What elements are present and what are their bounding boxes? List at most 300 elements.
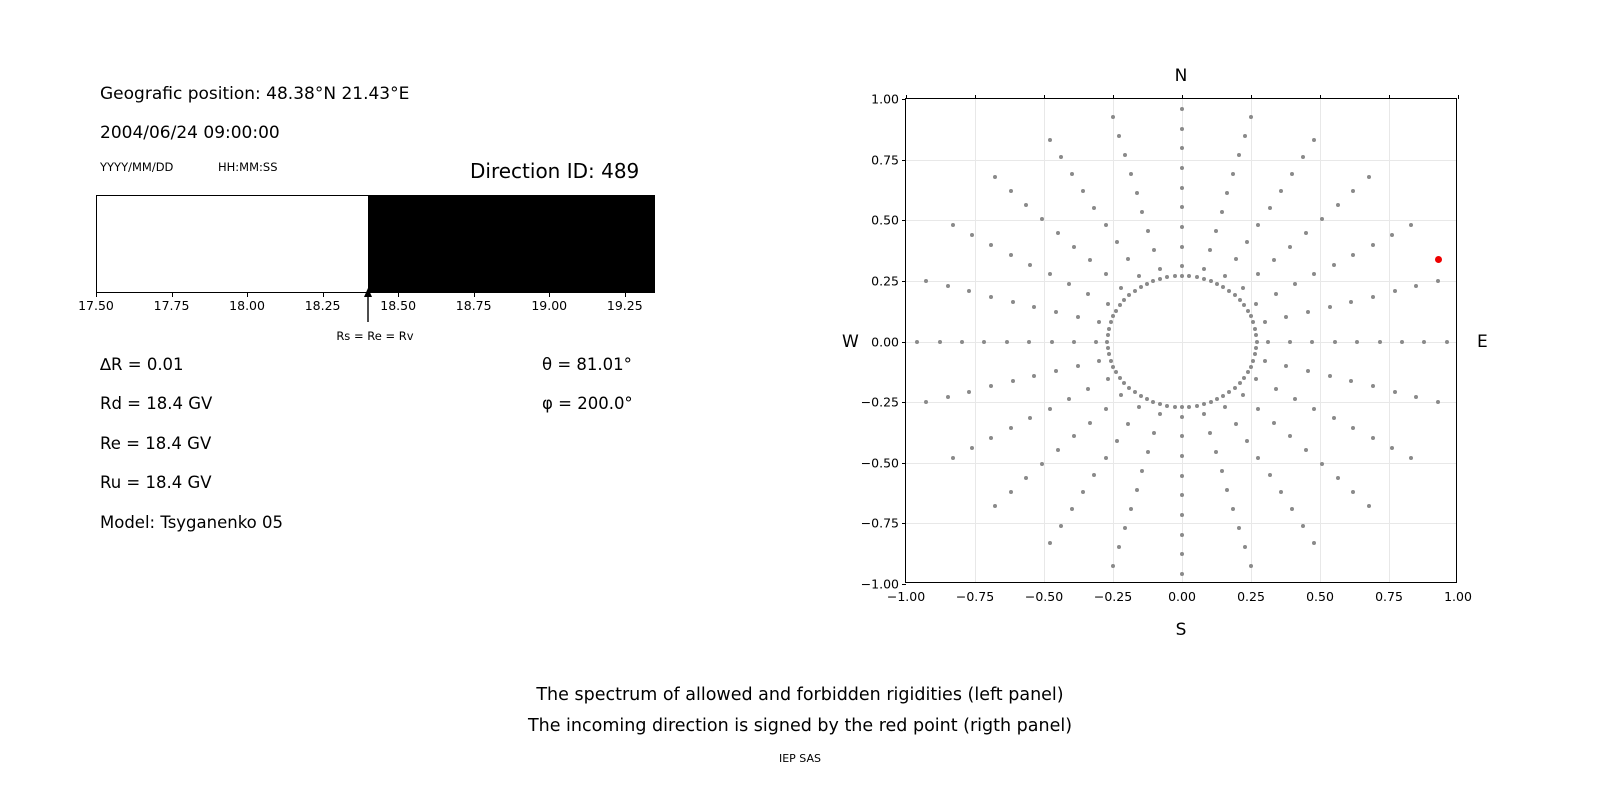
direction-dot — [1242, 376, 1246, 380]
direction-dot — [1133, 289, 1137, 293]
direction-dot — [1225, 191, 1229, 195]
direction-dot — [1097, 320, 1101, 324]
x-axis-tick-mark — [975, 95, 976, 99]
direction-dot — [1256, 223, 1260, 227]
x-axis-tick-mark — [906, 95, 907, 99]
x-axis-tick-label: −0.50 — [1024, 589, 1064, 604]
time-format-hint: HH:MM:SS — [218, 160, 278, 174]
direction-dot — [1180, 533, 1184, 537]
direction-dot — [915, 340, 919, 344]
direction-dot — [1274, 292, 1278, 296]
incoming-direction-dot — [1435, 256, 1442, 263]
gridline-vertical — [1320, 99, 1321, 582]
date-format-hint: YYYY/MM/DD — [100, 160, 174, 174]
direction-dot — [1249, 365, 1253, 369]
direction-dot — [1225, 488, 1229, 492]
direction-dot — [1072, 245, 1076, 249]
direction-dot — [1140, 210, 1144, 214]
x-axis-tick-label: −1.00 — [886, 589, 926, 604]
direction-dot — [1152, 248, 1156, 252]
direction-dot — [1367, 175, 1371, 179]
direction-dot — [1221, 285, 1225, 289]
direction-dot — [1032, 305, 1036, 309]
direction-dot — [1245, 240, 1249, 244]
y-axis-tick-label: 1.00 — [871, 91, 899, 107]
caption-line-2: The incoming direction is signed by the red point (rigth panel) — [527, 716, 1073, 736]
direction-dot — [1114, 370, 1118, 374]
direction-dot — [989, 436, 993, 440]
direction-dot — [1208, 248, 1212, 252]
direction-dot — [1187, 274, 1191, 278]
direction-dot — [1109, 359, 1113, 363]
direction-dot — [1263, 359, 1267, 363]
direction-dot — [1274, 387, 1278, 391]
direction-dot — [1054, 369, 1058, 373]
direction-dot — [1293, 397, 1297, 401]
direction-dot — [1059, 524, 1063, 528]
direction-dot — [970, 233, 974, 237]
spectrum-tick-label: 19.00 — [531, 298, 568, 313]
direction-dot — [1367, 504, 1371, 508]
spectrum-tick-mark — [474, 293, 475, 297]
direction-dot — [970, 446, 974, 450]
gridline-horizontal — [906, 160, 1456, 161]
direction-dot — [1076, 315, 1080, 319]
direction-dot — [1137, 405, 1141, 409]
direction-dot — [1333, 340, 1337, 344]
direction-dot — [1094, 340, 1098, 344]
y-axis-tick-label: 0.25 — [871, 273, 899, 289]
direction-dot — [1214, 450, 1218, 454]
direction-dot — [1279, 189, 1283, 193]
param-delta-r: ∆R = 0.01 — [100, 355, 184, 374]
direction-dot — [1202, 267, 1206, 271]
direction-dot — [1349, 379, 1353, 383]
param-ru: Ru = 18.4 GV — [100, 473, 212, 492]
direction-dot — [1336, 476, 1340, 480]
direction-dot — [1400, 340, 1404, 344]
direction-dot — [1165, 404, 1169, 408]
direction-dot — [1146, 450, 1150, 454]
direction-dot — [1092, 206, 1096, 210]
direction-dot — [1234, 422, 1238, 426]
direction-dot — [1070, 172, 1074, 176]
direction-dot — [1227, 390, 1231, 394]
x-axis-tick-label: −0.25 — [1093, 589, 1133, 604]
direction-dot — [1140, 469, 1144, 473]
direction-dot — [1072, 340, 1076, 344]
direction-dot — [1081, 189, 1085, 193]
direction-dot — [1180, 274, 1184, 278]
y-axis-tick-label: −0.50 — [860, 455, 899, 471]
figure-caption — [0, 680, 1600, 742]
direction-dot — [1253, 327, 1257, 331]
direction-dot — [1009, 253, 1013, 257]
direction-dot — [1115, 439, 1119, 443]
direction-dot — [1256, 407, 1260, 411]
direction-dot — [1202, 402, 1206, 406]
gridline-horizontal — [906, 220, 1456, 221]
direction-dot — [1293, 282, 1297, 286]
spectrum-tick-label: 18.25 — [304, 298, 341, 313]
direction-dot — [946, 395, 950, 399]
direction-dot — [993, 504, 997, 508]
direction-dot — [1135, 191, 1139, 195]
direction-dot — [1436, 400, 1440, 404]
direction-dot — [1123, 153, 1127, 157]
direction-dot — [1118, 303, 1122, 307]
direction-dot — [1104, 272, 1108, 276]
direction-dot — [1111, 115, 1115, 119]
direction-dot — [1290, 507, 1294, 511]
direction-dot — [1114, 309, 1118, 313]
direction-dot — [1208, 431, 1212, 435]
direction-dot — [1246, 370, 1250, 374]
direction-dot — [1107, 327, 1111, 331]
direction-dot — [1241, 286, 1245, 290]
direction-dot — [1445, 340, 1449, 344]
spectrum-tick-mark — [625, 293, 626, 297]
direction-dot — [1255, 340, 1259, 344]
x-axis-tick-label: 0.25 — [1237, 589, 1265, 604]
direction-dot — [1301, 155, 1305, 159]
spectrum-tick-mark — [549, 293, 550, 297]
direction-dot — [1180, 454, 1184, 458]
direction-dot — [1266, 340, 1270, 344]
direction-dot — [1173, 274, 1177, 278]
direction-dot — [1048, 138, 1052, 142]
direction-dot — [1111, 314, 1115, 318]
spectrum-tick-label: 18.75 — [455, 298, 492, 313]
direction-dot — [1310, 340, 1314, 344]
direction-dot — [1088, 258, 1092, 262]
direction-dot — [1145, 397, 1149, 401]
direction-dot — [1301, 524, 1305, 528]
direction-dot — [1231, 507, 1235, 511]
direction-dot — [1180, 166, 1184, 170]
direction-dot — [1180, 107, 1184, 111]
direction-dot — [1137, 274, 1141, 278]
direction-dot — [1104, 407, 1108, 411]
direction-dot — [1220, 210, 1224, 214]
direction-dot — [1106, 346, 1110, 350]
direction-dot — [1117, 545, 1121, 549]
direction-dot — [1231, 172, 1235, 176]
direction-dot — [1158, 412, 1162, 416]
direction-dot — [1288, 434, 1292, 438]
direction-dot — [1097, 359, 1101, 363]
direction-dot — [1215, 282, 1219, 286]
direction-dot — [1251, 359, 1255, 363]
direction-dot — [1371, 436, 1375, 440]
direction-dot — [1243, 545, 1247, 549]
direction-dot — [1268, 473, 1272, 477]
direction-dot — [1378, 340, 1382, 344]
y-axis-tick-label: −0.75 — [860, 515, 899, 531]
y-axis-tick-mark — [902, 160, 906, 161]
direction-dot — [1355, 340, 1359, 344]
direction-dot — [1371, 384, 1375, 388]
spectrum-tick-mark — [172, 293, 173, 297]
direction-dot — [1227, 289, 1231, 293]
y-axis-tick-label: −0.25 — [860, 394, 899, 410]
direction-dot — [1214, 229, 1218, 233]
gridline-horizontal — [906, 342, 1456, 343]
direction-dot — [1245, 439, 1249, 443]
direction-dot — [1024, 203, 1028, 207]
gridline-horizontal — [906, 402, 1456, 403]
direction-dot — [1180, 405, 1184, 409]
direction-dot — [1351, 490, 1355, 494]
direction-dot — [1233, 293, 1237, 297]
x-axis-tick-label: 0.50 — [1306, 589, 1334, 604]
direction-dot — [1238, 381, 1242, 385]
spectrum-tick-label: 19.25 — [606, 298, 643, 313]
spectrum-tick-mark — [323, 293, 324, 297]
direction-dot — [1290, 172, 1294, 176]
direction-dot — [1133, 390, 1137, 394]
direction-dot — [1119, 393, 1123, 397]
gridline-vertical — [1113, 99, 1114, 582]
direction-dot — [1220, 469, 1224, 473]
direction-dot — [951, 456, 955, 460]
direction-dot — [1312, 407, 1316, 411]
param-rd: Rd = 18.4 GV — [100, 394, 213, 413]
direction-dot — [951, 223, 955, 227]
direction-dot — [1246, 309, 1250, 313]
direction-dot — [989, 243, 993, 247]
direction-dot — [1253, 352, 1257, 356]
direction-dot — [946, 284, 950, 288]
direction-dot — [1209, 279, 1213, 283]
gridline-vertical — [975, 99, 976, 582]
direction-dot — [1180, 186, 1184, 190]
direction-dot — [1028, 416, 1032, 420]
gridline-horizontal — [906, 523, 1456, 524]
direction-dot — [1009, 426, 1013, 430]
direction-dot — [1304, 448, 1308, 452]
direction-dot — [1028, 263, 1032, 267]
direction-dot — [1180, 493, 1184, 497]
direction-dot — [1436, 279, 1440, 283]
direction-dot — [1180, 434, 1184, 438]
rs-marker-arrow — [361, 288, 375, 322]
direction-dot — [1104, 223, 1108, 227]
direction-dot — [1135, 488, 1139, 492]
direction-dot — [1048, 407, 1052, 411]
direction-dot — [1180, 474, 1184, 478]
direction-dot — [1129, 172, 1133, 176]
direction-dot — [989, 384, 993, 388]
direction-dot — [1390, 446, 1394, 450]
direction-dot — [1249, 115, 1253, 119]
left-panel — [0, 0, 780, 680]
direction-dot — [1332, 263, 1336, 267]
direction-dot — [1223, 405, 1227, 409]
direction-dot — [1054, 310, 1058, 314]
direction-dot — [1129, 507, 1133, 511]
direction-dot — [1158, 267, 1162, 271]
direction-dot — [1195, 275, 1199, 279]
direction-dot — [1122, 298, 1126, 302]
direction-dot — [1118, 376, 1122, 380]
spectrum-tick-label: 17.50 — [78, 298, 114, 313]
spectrum-tick-label: 17.75 — [153, 298, 190, 313]
spectrum-tick-mark — [247, 293, 248, 297]
direction-dot — [1180, 205, 1184, 209]
gridline-vertical — [1044, 99, 1045, 582]
direction-dot — [1152, 431, 1156, 435]
direction-dot — [1111, 365, 1115, 369]
direction-dot — [1126, 257, 1130, 261]
rigidity-spectrum-chart — [96, 195, 655, 293]
direction-dot — [1076, 364, 1080, 368]
param-theta: θ = 81.01° — [542, 355, 632, 374]
direction-dot — [1048, 541, 1052, 545]
direction-dot — [1180, 245, 1184, 249]
direction-dot — [1180, 127, 1184, 131]
spectrum-tick-mark — [96, 293, 97, 297]
direction-dot — [1123, 526, 1127, 530]
x-axis-tick-label: 0.75 — [1375, 589, 1403, 604]
direction-dot — [1336, 203, 1340, 207]
direction-dot — [1011, 379, 1015, 383]
direction-dot — [1105, 340, 1109, 344]
y-axis-tick-label: 0.00 — [871, 334, 899, 349]
direction-dot — [1221, 394, 1225, 398]
direction-dot — [924, 279, 928, 283]
direction-dot — [1349, 300, 1353, 304]
spectrum-forbidden-region — [368, 195, 655, 293]
direction-dot — [1115, 240, 1119, 244]
y-axis-tick-label: −1.00 — [860, 576, 899, 592]
direction-dot — [1106, 302, 1110, 306]
direction-dot — [1139, 285, 1143, 289]
x-axis-tick-mark — [1251, 95, 1252, 99]
y-axis-tick-mark — [902, 402, 906, 403]
direction-sky-map-panel — [820, 40, 1540, 660]
direction-dot — [1215, 397, 1219, 401]
direction-dot — [1180, 572, 1184, 576]
gridline-horizontal — [906, 281, 1456, 282]
direction-dot — [1009, 490, 1013, 494]
direction-dot — [1249, 314, 1253, 318]
direction-dot — [1312, 541, 1316, 545]
direction-dot — [1119, 286, 1123, 290]
gridline-vertical — [1389, 99, 1390, 582]
direction-dot — [993, 175, 997, 179]
compass-west-label: W — [842, 332, 859, 352]
param-re: Re = 18.4 GV — [100, 434, 212, 453]
direction-dot — [1328, 374, 1332, 378]
direction-dot — [1180, 415, 1184, 419]
direction-dot — [1249, 564, 1253, 568]
compass-east-label: E — [1477, 332, 1488, 352]
direction-dot — [1086, 387, 1090, 391]
direction-dot — [1422, 340, 1426, 344]
direction-dot — [1243, 134, 1247, 138]
direction-dot — [1111, 564, 1115, 568]
direction-dot — [1106, 377, 1110, 381]
direction-dot — [1056, 231, 1060, 235]
direction-dot — [1187, 405, 1191, 409]
direction-dot — [1284, 364, 1288, 368]
direction-dot — [1251, 320, 1255, 324]
direction-dot — [1304, 231, 1308, 235]
direction-dot — [1409, 223, 1413, 227]
direction-dot — [1059, 155, 1063, 159]
direction-dot — [1320, 462, 1324, 466]
gridline-horizontal — [906, 463, 1456, 464]
direction-dot — [1005, 340, 1009, 344]
direction-dot — [1272, 258, 1276, 262]
direction-dot — [1027, 340, 1031, 344]
direction-dot — [1145, 282, 1149, 286]
spectrum-tick-label: 18.50 — [380, 298, 417, 313]
direction-dot — [1117, 134, 1121, 138]
geographic-position: Geografic position: 48.38°N 21.43°E — [100, 84, 410, 104]
direction-dot — [1254, 302, 1258, 306]
sky-map-plot-area — [860, 91, 1472, 604]
param-phi: φ = 200.0° — [542, 394, 633, 413]
direction-dot — [1106, 333, 1110, 337]
caption-line-1: The spectrum of allowed and forbidden rigidities (left panel) — [536, 685, 1064, 705]
direction-dot — [1173, 405, 1177, 409]
x-axis-tick-label: 1.00 — [1444, 589, 1472, 604]
direction-dot — [1009, 189, 1013, 193]
x-axis-tick-mark — [1044, 95, 1045, 99]
direction-dot — [924, 400, 928, 404]
y-axis-tick-mark — [902, 220, 906, 221]
direction-dot — [982, 340, 986, 344]
direction-dot — [1040, 217, 1044, 221]
direction-dot — [1127, 386, 1131, 390]
direction-dot — [1256, 456, 1260, 460]
direction-dot — [1104, 456, 1108, 460]
y-axis-tick-mark — [902, 463, 906, 464]
direction-dot — [1146, 229, 1150, 233]
direction-dot — [1312, 138, 1316, 142]
direction-dot — [1371, 243, 1375, 247]
direction-dot — [1268, 206, 1272, 210]
direction-dot — [1393, 289, 1397, 293]
direction-dot — [1351, 189, 1355, 193]
direction-dot — [1139, 394, 1143, 398]
direction-dot — [1180, 225, 1184, 229]
direction-dot — [967, 390, 971, 394]
gridline-vertical — [1251, 99, 1252, 582]
direction-dot — [1067, 397, 1071, 401]
direction-dot — [1237, 526, 1241, 530]
direction-dot — [1320, 217, 1324, 221]
direction-dot — [938, 340, 942, 344]
direction-dot — [1306, 369, 1310, 373]
y-axis-tick-mark — [902, 523, 906, 524]
direction-dot — [1254, 333, 1258, 337]
direction-dot — [1242, 303, 1246, 307]
direction-dot — [1284, 315, 1288, 319]
x-axis-tick-label: 0.00 — [1168, 589, 1196, 604]
direction-dot — [1238, 298, 1242, 302]
direction-dot — [1237, 153, 1241, 157]
x-axis-tick-mark — [1389, 95, 1390, 99]
direction-dot — [1241, 393, 1245, 397]
direction-dot — [1256, 272, 1260, 276]
direction-dot — [1056, 448, 1060, 452]
direction-dot — [1180, 513, 1184, 517]
direction-dot — [1107, 352, 1111, 356]
direction-dot — [1332, 416, 1336, 420]
